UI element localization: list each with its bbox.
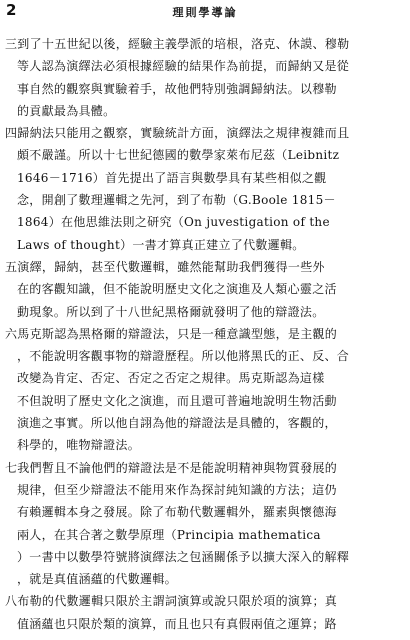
running-title: 理則學導論: [172, 6, 238, 19]
text-line: 事自然的觀察與實驗着手，故他們特別強調歸納法。以穆勒: [17, 81, 337, 96]
text-line: 有賴邏輯本身之發展。除了布勒代數邏輯外，羅素與懷德海: [17, 505, 337, 520]
text-line: ）一書中以數學符號將演繹法之包涵關係予以擴大深入的解釋: [17, 549, 350, 564]
text-line: 七我們暫且不論他們的辯證法是不是能說明精神與物質發展的: [5, 460, 338, 475]
text-line: Laws of thought）一書才算真正建立了代數邏輯。: [17, 237, 305, 252]
text-line: 演進之事實。所以他自詡為他的辯證法是具體的，客觀的，: [17, 416, 337, 431]
text-line: 不但說明了歷史文化之演進，而且還可普遍地說明生物活動: [17, 393, 337, 408]
text-line: 1646－1716）首先提出了語言與數學具有某些相似之觀: [17, 170, 327, 185]
text-line: 六馬克斯認為黑格爾的辯證法，只是一種意識型態，是主觀的: [5, 326, 338, 341]
text-line: 八布勒的代數邏輯只限於主謂詞演算或說只限於項的演算；真: [5, 594, 338, 609]
page-number: 2: [6, 1, 17, 19]
text-line: 動現象。所以到了十八世紀黑格爾就發明了他的辯證法。: [17, 304, 325, 319]
text-line: ，不能說明客觀事物的辯證歷程。所以他將黑氏的正、反、合: [17, 349, 350, 364]
text-line: 四歸納法只能用之觀察，實驗統計方面，演繹法之規律複雜而且: [5, 126, 350, 141]
text-line: 改變為肯定、否定、否定之否定之規律。馬克斯認為這樣: [17, 371, 325, 386]
text-line: 兩人，在其合著之數學原理（Principia mathematica: [17, 527, 321, 542]
text-line: 科學的，唯物辯證法。: [17, 438, 141, 453]
text-line: 頗不嚴謹。所以十七世紀德國的數學家萊布尼茲（Leibnitz: [17, 148, 340, 163]
text-line: 五演繹，歸納，甚至代數邏輯，雖然能幫助我們獲得一些外: [5, 259, 325, 274]
text-line: 的貢獻最為具體。: [17, 103, 116, 118]
text-line: 規律，但至少辯證法不能用來作為探討純知識的方法；這仍: [17, 482, 337, 497]
text-line: 三到了十五世紀以後，經驗主義學派的培根，洛克、休謨、穆勒: [5, 37, 350, 51]
text-line: 值涵蘊也只限於類的演算，而且也只有真假兩值之運算；路: [17, 616, 337, 631]
text-line: ，就是真值涵蘊的代數邏輯。: [17, 572, 177, 587]
page-body: [5, 33, 406, 635]
text-line: 念，開創了數理邏輯之先河，到了布勒（G.Boole 1815－: [17, 193, 336, 208]
text-line: 1864）在他思維法則之研究（On juvestigation of the: [17, 215, 330, 230]
text-line: 在的客觀知識，但不能說明歷史文化之演進及人類心靈之活: [17, 282, 337, 297]
text-line: 等人認為演繹法必須根據經驗的結果作為前提，而歸納又是從: [17, 59, 350, 74]
